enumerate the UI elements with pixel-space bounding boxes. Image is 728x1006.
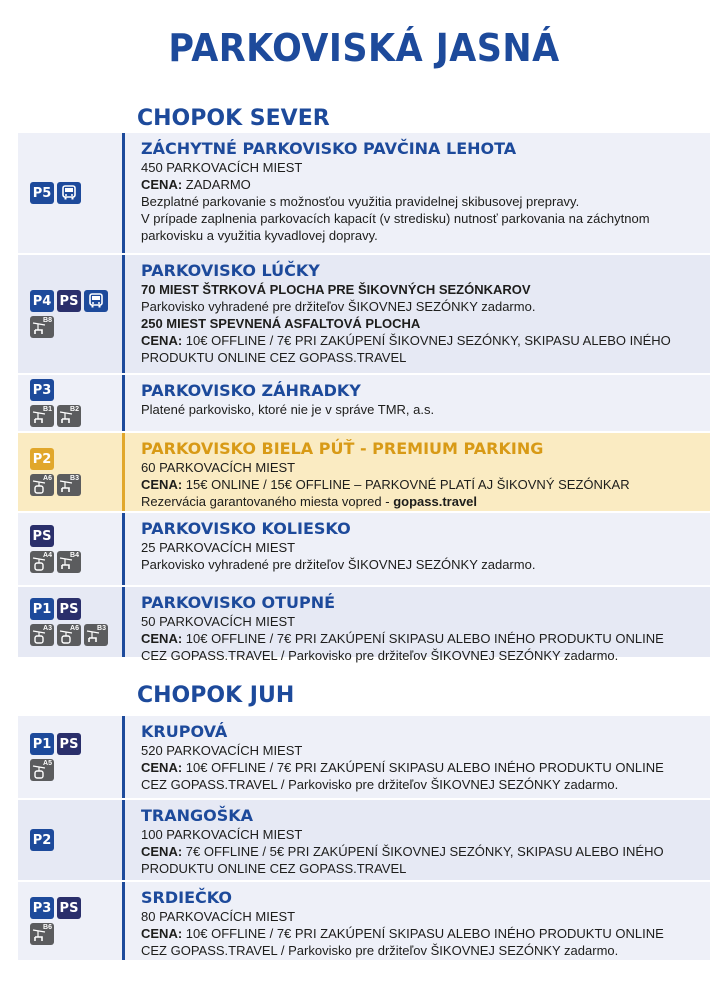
parking-row: [18, 253, 710, 373]
parking-badge-p1: P1: [30, 598, 54, 620]
parking-icons: [18, 587, 122, 657]
page-title: PARKOVISKÁ JASNÁ: [168, 26, 560, 70]
bus-icon: [84, 290, 108, 312]
parking-details: [122, 133, 710, 253]
info-label: CENA:: [141, 477, 183, 492]
parking-info-line: [141, 176, 700, 193]
parking-badge-p4: P4: [30, 290, 54, 312]
gondola-icon-a3: [30, 624, 54, 646]
parking-badge-p3: P3: [30, 897, 54, 919]
chairlift-icon-b2: [57, 405, 81, 427]
parking-details: [122, 882, 710, 960]
parking-name: PARKOVISKO ZÁHRADKY: [141, 381, 361, 400]
info-text: 50 PARKOVACÍCH MIEST: [141, 614, 296, 629]
info-label: CENA:: [141, 844, 183, 859]
info-text: Bezplatné parkovanie s možnosťou využitia pravidelnej skibusovej prepravy.: [141, 194, 580, 209]
info-text: 450 PARKOVACÍCH MIEST: [141, 160, 303, 175]
parking-name: PARKOVISKO KOLIESKO: [141, 519, 351, 538]
lift-code: B8: [43, 317, 52, 324]
info-text: PRODUKTU ONLINE CEZ GOPASS.TRAVEL: [141, 350, 407, 365]
parking-info-line: [141, 493, 700, 510]
info-text: PRODUKTU ONLINE CEZ GOPASS.TRAVEL: [141, 861, 407, 876]
parking-badge-ps: PS: [57, 290, 81, 312]
info-text: 10€ OFFLINE / 7€ PRI ZAKÚPENÍ SKIPASU ALEBO INÉHO PRODUKTU ONLINE: [182, 631, 664, 646]
parking-row: [18, 714, 710, 798]
parking-badge-p1: P1: [30, 733, 54, 755]
parking-icons: [18, 882, 122, 960]
lift-code: A5: [43, 760, 52, 767]
parking-row: [18, 880, 710, 960]
parking-icons: [18, 513, 122, 585]
lift-code: A6: [43, 475, 52, 482]
info-text: CEZ GOPASS.TRAVEL / Parkovisko pre držiteľov ŠIKOVNEJ SEZÓNKY zadarmo.: [141, 943, 619, 958]
parking-info-line: [141, 159, 700, 176]
parking-info-line: [141, 908, 700, 925]
gondola-icon-a6: [30, 474, 54, 496]
parking-name: PARKOVISKO BIELA PÚŤ - PREMIUM PARKING: [141, 439, 544, 458]
parking-row: [18, 131, 710, 253]
info-text: 80 PARKOVACÍCH MIEST: [141, 909, 296, 924]
parking-badge-p5: P5: [30, 182, 54, 204]
parking-row: [18, 798, 710, 880]
gondola-icon-a5: [30, 759, 54, 781]
parking-info-line: [141, 742, 700, 759]
parking-info-line: [141, 556, 700, 573]
info-label: 70 MIEST ŠTRKOVÁ PLOCHA PRE ŠIKOVNÝCH SEZÓNKAROV: [141, 282, 531, 297]
parking-info-line: [141, 826, 700, 843]
parking-info-line: [141, 193, 700, 210]
parking-info-line: [141, 630, 700, 647]
parking-row: [18, 585, 710, 663]
parking-row: [18, 431, 710, 511]
info-text: 520 PARKOVACÍCH MIEST: [141, 743, 303, 758]
info-text: 10€ OFFLINE / 7€ PRI ZAKÚPENÍ ŠIKOVNEJ SEZÓNKY, SKIPASU ALEBO INÉHO: [182, 333, 671, 348]
lift-code: A6: [70, 625, 79, 632]
lift-code: A3: [43, 625, 52, 632]
parking-row: [18, 373, 710, 431]
parking-name: PARKOVISKO OTUPNÉ: [141, 593, 336, 612]
info-text: 25 PARKOVACÍCH MIEST: [141, 540, 296, 555]
info-label: CENA:: [141, 333, 183, 348]
parking-list-chopok-sever: [18, 131, 710, 663]
parking-info-line: [141, 647, 700, 664]
info-label: 250 MIEST SPEVNENÁ ASFALTOVÁ PLOCHA: [141, 316, 421, 331]
parking-info-line: [141, 298, 700, 315]
parking-info-line: [141, 459, 700, 476]
info-text: CEZ GOPASS.TRAVEL / Parkovisko pre držiteľov ŠIKOVNEJ SEZÓNKY zadarmo.: [141, 648, 619, 663]
parking-details: [122, 800, 710, 880]
info-text: 100 PARKOVACÍCH MIEST: [141, 827, 303, 842]
lift-code: B2: [70, 406, 79, 413]
parking-badge-ps: PS: [30, 525, 54, 547]
lift-code: A4: [43, 552, 52, 559]
info-text: 15€ ONLINE / 15€ OFFLINE – PARKOVNÉ PLATÍ AJ ŠIKOVNÝ SEZÓNKAR: [182, 477, 630, 492]
parking-icons: [18, 375, 122, 431]
parking-info-line: [141, 315, 700, 332]
parking-icons: [18, 716, 122, 798]
info-text: Parkovisko vyhradené pre držiteľov ŠIKOVNEJ SEZÓNKY zadarmo.: [141, 557, 536, 572]
lift-code: B3: [97, 625, 106, 632]
lift-code: B3: [70, 475, 79, 482]
parking-info-line: [141, 349, 700, 366]
info-label: CENA:: [141, 177, 183, 192]
chairlift-icon-b6: [30, 923, 54, 945]
chairlift-icon-b4: [57, 551, 81, 573]
parking-info-line: [141, 843, 700, 860]
parking-info-line: [141, 776, 700, 793]
lift-code: B1: [43, 406, 52, 413]
info-text: Platené parkovisko, ktoré nie je v správe TMR, a.s.: [141, 402, 435, 417]
info-label: CENA:: [141, 631, 183, 646]
parking-icons: [18, 433, 122, 511]
gondola-icon-a6: [57, 624, 81, 646]
parking-badge-p2: P2: [30, 448, 54, 470]
parking-info-line: [141, 942, 700, 959]
parking-badge-ps: PS: [57, 733, 81, 755]
parking-icons: [18, 800, 122, 880]
parking-details: [122, 587, 710, 663]
parking-details: [122, 513, 710, 585]
section-title-chopok-juh: CHOPOK JUH: [137, 683, 295, 708]
gondola-icon-a4: [30, 551, 54, 573]
parking-info-line: [141, 210, 700, 227]
parking-info-line: [141, 281, 700, 298]
info-text: parkovisku a využitia kyvadlovej dopravy.: [141, 228, 378, 243]
parking-info-line: [141, 925, 700, 942]
chairlift-icon-b3: [84, 624, 108, 646]
section-title-chopok-sever: CHOPOK SEVER: [137, 106, 330, 131]
parking-details: [122, 433, 710, 511]
lift-code: B6: [43, 924, 52, 931]
parking-info-line: [141, 401, 700, 418]
parking-info-line: [141, 613, 700, 630]
parking-info-line: [141, 860, 700, 877]
info-text: Rezervácia garantovaného miesta vopred -: [141, 494, 394, 509]
parking-badge-p2: P2: [30, 829, 54, 851]
info-text: 60 PARKOVACÍCH MIEST: [141, 460, 296, 475]
parking-row: [18, 511, 710, 585]
parking-details: [122, 375, 710, 431]
parking-icons: [18, 255, 122, 373]
parking-badge-ps: PS: [57, 598, 81, 620]
parking-name: ZÁCHYTNÉ PARKOVISKO PAVČINA LEHOTA: [141, 139, 517, 158]
parking-name: SRDIEČKO: [141, 888, 233, 907]
gopass-link[interactable]: gopass.travel: [393, 494, 478, 509]
info-text: Parkovisko vyhradené pre držiteľov ŠIKOVNEJ SEZÓNKY zadarmo.: [141, 299, 536, 314]
parking-name: KRUPOVÁ: [141, 722, 228, 741]
parking-info-line: [141, 539, 700, 556]
info-text: 10€ OFFLINE / 7€ PRI ZAKÚPENÍ SKIPASU ALEBO INÉHO PRODUKTU ONLINE: [182, 926, 664, 941]
info-label: CENA:: [141, 760, 183, 775]
parking-details: [122, 716, 710, 798]
chairlift-icon-b8: [30, 316, 54, 338]
info-text: V prípade zaplnenia parkovacích kapacít (v stredisku) nutnosť parkovania na záchytnom: [141, 211, 650, 226]
info-label: CENA:: [141, 926, 183, 941]
info-text: ZADARMO: [182, 177, 251, 192]
parking-list-chopok-juh: [18, 714, 710, 960]
parking-info-line: [141, 227, 700, 244]
info-text: CEZ GOPASS.TRAVEL / Parkovisko pre držiteľov ŠIKOVNEJ SEZÓNKY zadarmo.: [141, 777, 619, 792]
parking-info-line: [141, 759, 700, 776]
parking-details: [122, 255, 710, 373]
parking-badge-ps: PS: [57, 897, 81, 919]
info-text: 10€ OFFLINE / 7€ PRI ZAKÚPENÍ SKIPASU ALEBO INÉHO PRODUKTU ONLINE: [182, 760, 664, 775]
parking-icons: [18, 133, 122, 253]
parking-name: PARKOVISKO LÚČKY: [141, 261, 320, 280]
parking-name: TRANGOŠKA: [141, 806, 254, 825]
lift-code: B4: [70, 552, 79, 559]
parking-badge-p3: P3: [30, 379, 54, 401]
chairlift-icon-b1: [30, 405, 54, 427]
info-text: 7€ OFFLINE / 5€ PRI ZAKÚPENÍ ŠIKOVNEJ SEZÓNKY, SKIPASU ALEBO INÉHO: [182, 844, 664, 859]
bus-icon: [57, 182, 81, 204]
parking-info-line: [141, 476, 700, 493]
chairlift-icon-b3: [57, 474, 81, 496]
parking-info-line: [141, 332, 700, 349]
